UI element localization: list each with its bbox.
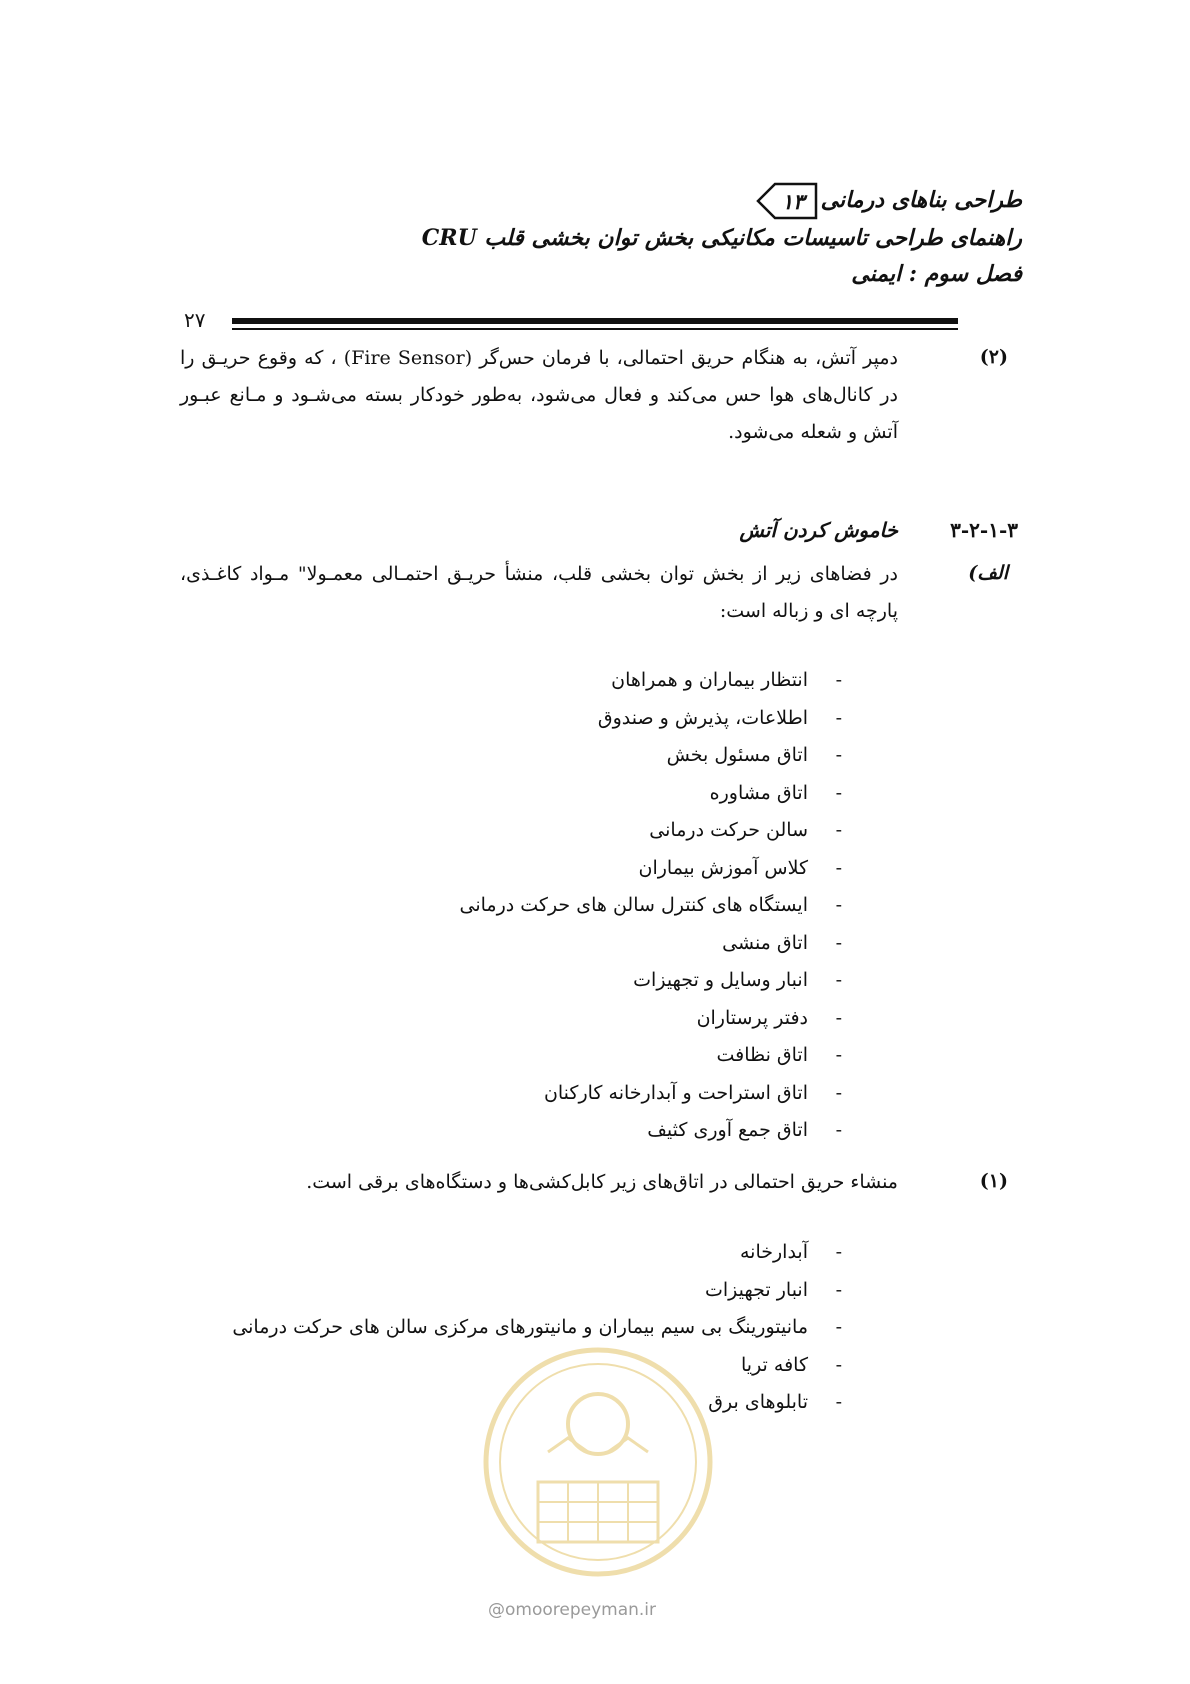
header-series-title: طراحی بناهای درمانی (820, 187, 1022, 213)
header-line-1 (262, 182, 1022, 220)
list-item (459, 1000, 842, 1038)
watermark-url (488, 1600, 656, 1620)
dash-bullet: - (835, 1081, 842, 1104)
section-title: خاموش کردن آتش (739, 518, 898, 542)
header-line-2: راهنمای طراحی تاسیسات مکانیکی بخش توان بخشی قلب CRU (421, 225, 1022, 251)
list-item-text: اتاق مسئول بخش (666, 744, 808, 766)
list-item-text: اتاق استراحت و آبدارخانه کارکنان (543, 1081, 808, 1104)
list-item-text: اتاق نظافت (716, 1044, 808, 1066)
list-item (459, 737, 842, 775)
list-item-text: آبدارخانه (739, 1241, 808, 1263)
list-item-text: انبار وسایل و تجهیزات (633, 969, 808, 991)
item-1-marker: (۱) (979, 1170, 1008, 1192)
dash-bullet: - (835, 1044, 842, 1066)
list-item (459, 812, 842, 850)
list-item-text: کلاس آموزش بیماران (638, 856, 808, 879)
dash-bullet: - (835, 1006, 842, 1029)
list-item-text: انبار تجهیزات (705, 1278, 808, 1301)
dash-bullet: - (835, 931, 842, 954)
dash-bullet: - (835, 706, 842, 729)
watermark-url-text: omoorepeyman.ir (505, 1600, 657, 1620)
list-item-text: اتاق منشی (722, 931, 808, 954)
header-rule-thin (232, 328, 958, 330)
list-item-text: کافه تریا (741, 1353, 808, 1376)
list-item (232, 1234, 842, 1272)
list-item (459, 662, 842, 700)
dash-bullet: - (835, 969, 842, 991)
dash-bullet: - (835, 819, 842, 841)
list-item-text: اتاق جمع آوری کثیف (647, 1119, 808, 1141)
watermark-at-icon: @ (488, 1600, 505, 1620)
page-header (262, 182, 1022, 292)
dash-bullet: - (835, 1119, 842, 1141)
list-item (459, 1037, 842, 1075)
watermark-seal-icon (478, 1332, 718, 1602)
list-item (459, 700, 842, 738)
list-item (459, 1075, 842, 1113)
list-item-text: تابلوهای برق (708, 1391, 808, 1413)
list-item-text: مانیتورینگ بی سیم بیماران و مانیتورهای مرکزی سالن های حرکت درمانی (232, 1316, 808, 1338)
dash-bullet: - (835, 856, 842, 879)
item-2-marker: (۲) (979, 346, 1008, 368)
list-item-text: دفتر پرستاران (696, 1006, 808, 1029)
dash-bullet: - (835, 781, 842, 804)
list-item (459, 962, 842, 1000)
dash-bullet: - (835, 1353, 842, 1376)
list-item (459, 887, 842, 925)
list-item (459, 775, 842, 813)
dash-bullet: - (835, 894, 842, 916)
dash-bullet: - (835, 1278, 842, 1301)
list-item-text: اتاق مشاوره (709, 781, 808, 804)
header-rule-thick (232, 318, 958, 324)
dash-bullet: - (835, 1391, 842, 1413)
list-item-text: انتظار بیماران و همراهان (611, 669, 808, 691)
item-1-paragraph: منشاء حریق احتمالی در اتاق‌های زیر کابل‌کشی‌ها و دستگاه‌های برقی است. (306, 1171, 898, 1193)
section-number: ۳-۲-۱-۳ (950, 518, 1018, 542)
list-item (459, 850, 842, 888)
list-item-text: ایستگاه های کنترل سالن های حرکت درمانی (459, 894, 808, 916)
header-line-3: فصل سوم : ایمنی (851, 261, 1022, 287)
item-alef-marker: الف) (968, 562, 1008, 584)
list-item-text: اطلاعات، پذیرش و صندوق (597, 706, 808, 729)
page-number: ۲۷ (184, 308, 206, 332)
watermark-seal (478, 1332, 718, 1602)
list-item (232, 1272, 842, 1310)
list-item-text: سالن حرکت درمانی (649, 819, 808, 841)
diamond-badge-icon (755, 182, 819, 220)
dash-bullet: - (835, 1316, 842, 1338)
item-alef-paragraph: در فضاهای زیر از بخش توان بخشی قلب، منشأ حریـق احتمـالی معمـولا" مـواد کاغـذی، پارچه ای و زباله است: (180, 563, 898, 622)
dash-bullet: - (835, 1241, 842, 1263)
item-2-paragraph: دمپر آتش، به هنگام حریق احتمالی، با فرمان حس‌گر (Fire Sensor) ، که وقوع حریـق را در کانال‌های هوا حس می‌کند و فعال می‌شود، به‌طور خودکار بسته می‌شـود و مـانع عبـور آتش و شعله می‌شود. (180, 347, 898, 443)
list-item (459, 1112, 842, 1150)
dash-bullet: - (835, 669, 842, 691)
chapter-badge (755, 182, 819, 220)
chapter-badge-number: ۱۳ (781, 190, 804, 214)
fire-source-rooms-list (459, 662, 842, 1150)
dash-bullet: - (835, 744, 842, 766)
list-item (459, 925, 842, 963)
